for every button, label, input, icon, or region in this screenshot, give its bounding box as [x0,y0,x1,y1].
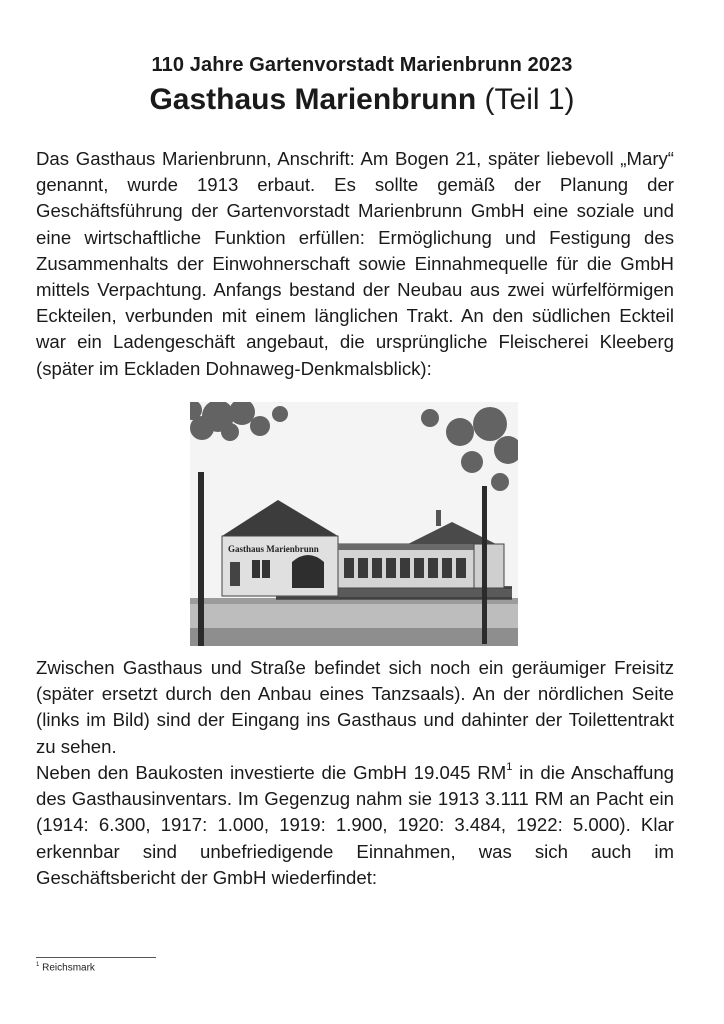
footnote-text: Reichsmark [42,962,95,974]
finances-text-after: in die Anschaffung des Gasthausinventars. Im Gegenzug nahm sie 1913 3.111 RM an Pacht ein (1914: 6.300, 1917: 1.000, 1919: 1.900, 1920: 3.484, 1922: 5.000). Klar erkennbar sind unbefriedigende Einnahmen, was sich auch im Geschäftsbericht der GmbH wiederfindet: [36,762,675,888]
footnote-marker: 1 [36,962,40,968]
paragraph-freisitz: Zwischen Gasthaus und Straße befindet sich noch ein geräumiger Freisitz (später ersetzt durch den Anbau eines Tanzsaals). An der nördlichen Seite (links im Bild) sind der Eingang ins Gasthaus und dahinter der Toilettentrakt zu sehen. [36,657,674,757]
anniversary-heading: 110 Jahre Gartenvorstadt Marienbrunn 2023 [151,54,573,76]
footnote-reference[interactable]: 1 [506,760,513,773]
paragraph-finances [36,760,674,891]
footnote-divider [36,957,156,958]
footnote [36,962,95,973]
finances-text-before: Neben den Baukosten investierte die GmbH 19.045 RM [36,762,507,783]
page-title [0,80,724,120]
title-main: Gasthaus Marienbrunn [149,83,477,116]
paragraph-intro: Das Gasthaus Marienbrunn, Anschrift: Am Bogen 21, später liebevoll „Mary“ genannt, wurde 1913 erbaut. Es sollte gemäß der Planung der Geschäftsführung der Gartenvorstadt Marienbrunn GmbH eine soziale und eine wirtschaftliche Funktion erfüllen: Ermöglichung und Festigung des Zusammenhalts der Einwohnerschaft sowie Einnahmequelle für die GmbH mittels Verpachtung. Anfangs bestand der Neubau aus zwei würfelförmigen Eckteilen, verbunden mit einem länglichen Trakt. An den südlichen Eckteil war ein Ladengeschäft angebaut, die ursprüngliche Fleischerei Kleeberg (später im Eckladen Dohnaweg-Denkmalsblick): [36,148,674,379]
title-part: (Teil 1) [484,83,575,116]
historic-photo-gasthaus [190,402,518,646]
building-sign: Gasthaus Marienbrunn [228,544,319,554]
photo-illustration [190,402,518,646]
